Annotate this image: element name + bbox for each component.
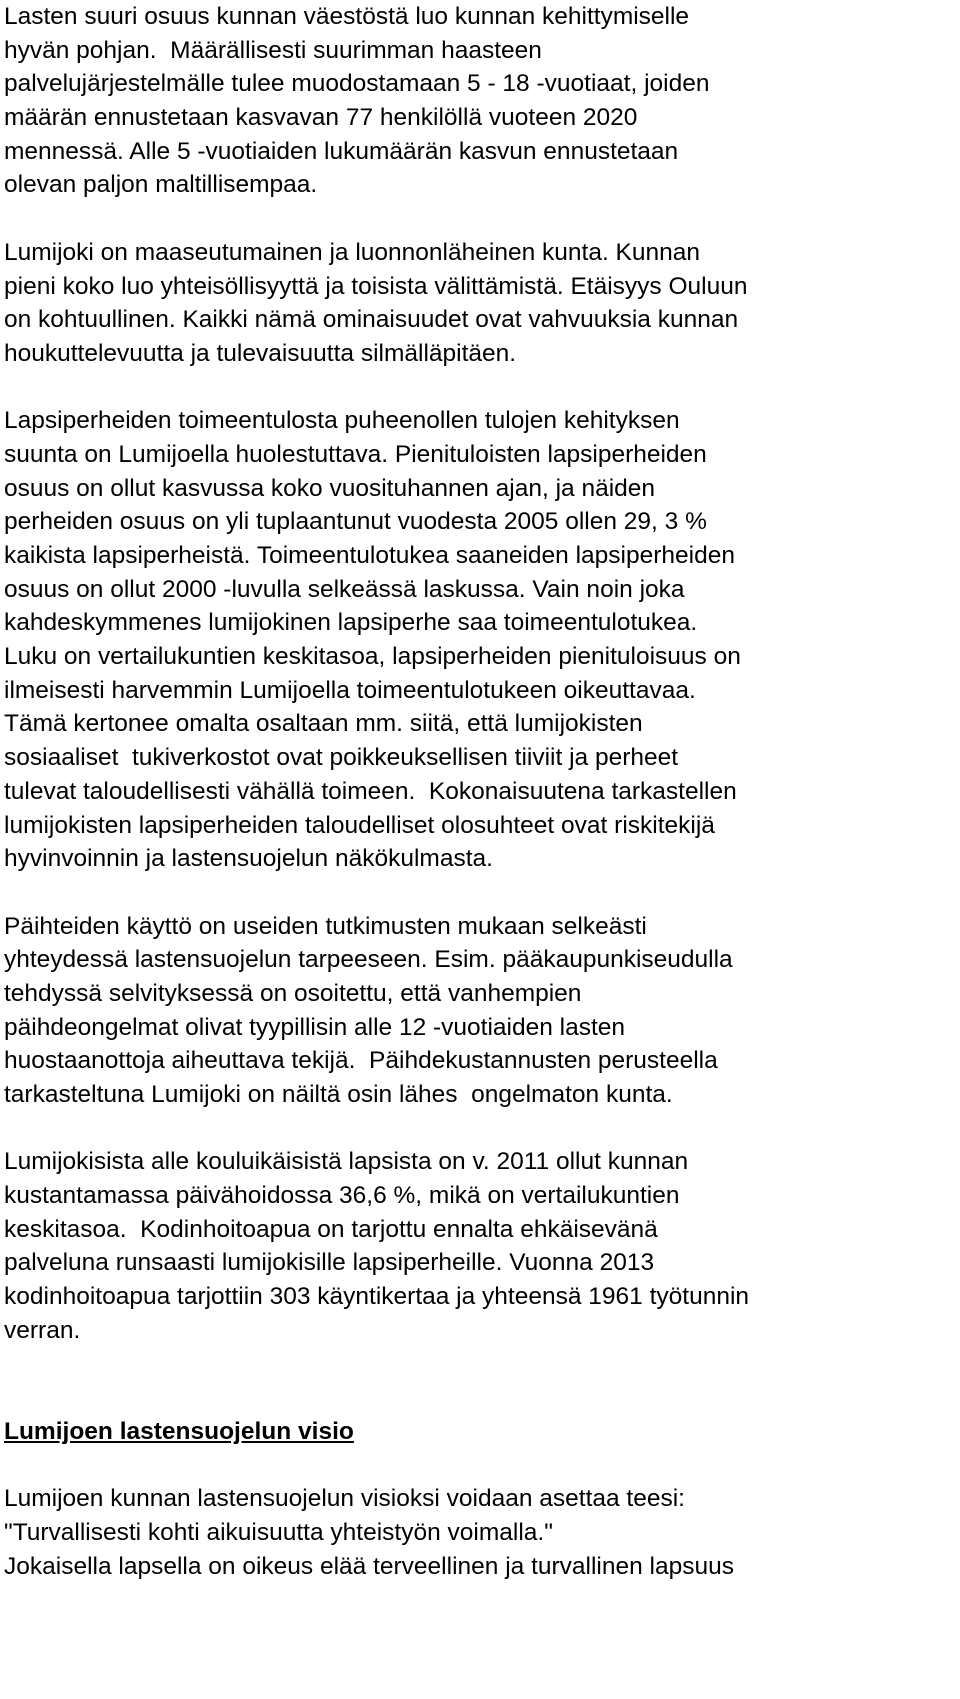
paragraph-spacer <box>4 202 956 236</box>
paragraph-spacer <box>4 876 956 910</box>
paragraph-spacer <box>4 1449 956 1483</box>
text-line: on kohtuullinen. Kaikki nämä ominaisuudet ovat vahvuuksia kunnan <box>4 306 739 334</box>
text-line: huostaanottoja aiheuttava tekijä. Päihdekustannusten perusteella <box>4 1047 718 1075</box>
text-line: suunta on Lumijoella huolestuttava. Pienituloisten lapsiperheiden <box>4 440 707 468</box>
text-line: ilmeisesti harvemmin Lumijoella toimeentulotukeen oikeuttavaa. <box>4 676 696 704</box>
text-line: olevan paljon maltillisempaa. <box>4 171 318 199</box>
text-line: kustantamassa päivähoidossa 36,6 %, mikä on vertailukuntien <box>4 1182 680 1210</box>
paragraph-children-share <box>4 0 956 202</box>
text-line: houkuttelevuutta ja tulevaisuutta silmälläpitäen. <box>4 339 517 367</box>
text-line: Jokaisella lapsella on oikeus elää terveellinen ja turvallinen lapsuus <box>4 1552 734 1580</box>
paragraph-substance-use <box>4 910 956 1112</box>
text-line: määrän ennustetaan kasvavan 77 henkilöllä vuoteen 2020 <box>4 104 638 132</box>
paragraph-vision <box>4 1482 956 1583</box>
paragraph-rural-municipality <box>4 236 956 371</box>
text-line: Lumijoki on maaseutumainen ja luonnonläheinen kunta. Kunnan <box>4 238 701 266</box>
text-line: osuus on ollut kasvussa koko vuosituhannen ajan, ja näiden <box>4 474 656 502</box>
text-line: hyvän pohjan. Määrällisesti suurimman haasteen <box>4 36 542 64</box>
text-line: päihdeongelmat olivat tyypillisin alle 12 -vuotiaiden lasten <box>4 1013 626 1041</box>
text-line: Tämä kertonee omalta osaltaan mm. siitä, että lumijokisten <box>4 710 643 738</box>
document-page <box>4 0 956 1583</box>
paragraph-daycare <box>4 1145 956 1347</box>
text-line: Luku on vertailukuntien keskitasoa, lapsiperheiden pienituloisuus on <box>4 643 741 671</box>
text-line: tehdyssä selvityksessä on osoitettu, että vanhempien <box>4 979 582 1007</box>
text-line: osuus on ollut 2000 -luvulla selkeässä laskussa. Vain noin joka <box>4 575 685 603</box>
text-line: keskitasoa. Kodinhoitoapua on tarjottu ennalta ehkäisevänä <box>4 1215 658 1243</box>
text-line: "Turvallisesti kohti aikuisuutta yhteistyön voimalla." <box>4 1518 553 1546</box>
text-line: Lumijoen kunnan lastensuojelun visioksi voidaan asettaa teesi: <box>4 1485 685 1513</box>
text-line: Lasten suuri osuus kunnan väestöstä luo kunnan kehittymiselle <box>4 3 690 30</box>
text-line: mennessä. Alle 5 -vuotiaiden lukumäärän kasvun ennustetaan <box>4 137 679 165</box>
paragraph-spacer <box>4 1348 956 1415</box>
text-line: pieni koko luo yhteisöllisyyttä ja toisista välittämistä. Etäisyys Ouluun <box>4 272 748 300</box>
text-line: tarkasteltuna Lumijoki on näiltä osin lähes ongelmaton kunta. <box>4 1081 673 1108</box>
text-line: sosiaaliset tukiverkostot ovat poikkeuksellisen tiiviit ja perheet <box>4 744 679 772</box>
text-line: kaikista lapsiperheistä. Toimeentulotukea saaneiden lapsiperheiden <box>4 542 735 569</box>
text-line: kodinhoitoapua tarjottiin 303 käyntikertaa ja yhteensä 1961 työtunnin <box>4 1283 750 1311</box>
text-line: Lapsiperheiden toimeentulosta puheenollen tulojen kehityksen <box>4 407 680 435</box>
paragraph-spacer <box>4 371 956 405</box>
text-line: yhteydessä lastensuojelun tarpeeseen. Esim. pääkaupunkiseudulla <box>4 946 733 974</box>
text-line: lumijokisten lapsiperheiden taloudelliset olosuhteet ovat riskitekijä <box>4 811 715 839</box>
text-line: Päihteiden käyttö on useiden tutkimusten mukaan selkeästi <box>4 912 647 940</box>
text-line: verran. <box>4 1316 81 1344</box>
text-line: palveluna runsaasti lumijokisille lapsiperheille. Vuonna 2013 <box>4 1249 655 1277</box>
text-line: palvelujärjestelmälle tulee muodostamaan 5 - 18 -vuotiaat, joiden <box>4 70 710 98</box>
text-line: kahdeskymmenes lumijokinen lapsiperhe saa toimeentulotukea. <box>4 609 698 637</box>
text-line: Lumijokisista alle kouluikäisistä lapsista on v. 2011 ollut kunnan <box>4 1148 689 1176</box>
paragraph-family-income <box>4 404 956 876</box>
text-line: hyvinvoinnin ja lastensuojelun näkökulmasta. <box>4 845 493 873</box>
paragraph-spacer <box>4 1112 956 1146</box>
text-line: perheiden osuus on yli tuplaantunut vuodesta 2005 ollen 29, 3 % <box>4 508 707 536</box>
text-line: tulevat taloudellisesti vähällä toimeen. Kokonaisuutena tarkastellen <box>4 777 737 805</box>
section-heading: Lumijoen lastensuojelun visio <box>4 1417 354 1445</box>
